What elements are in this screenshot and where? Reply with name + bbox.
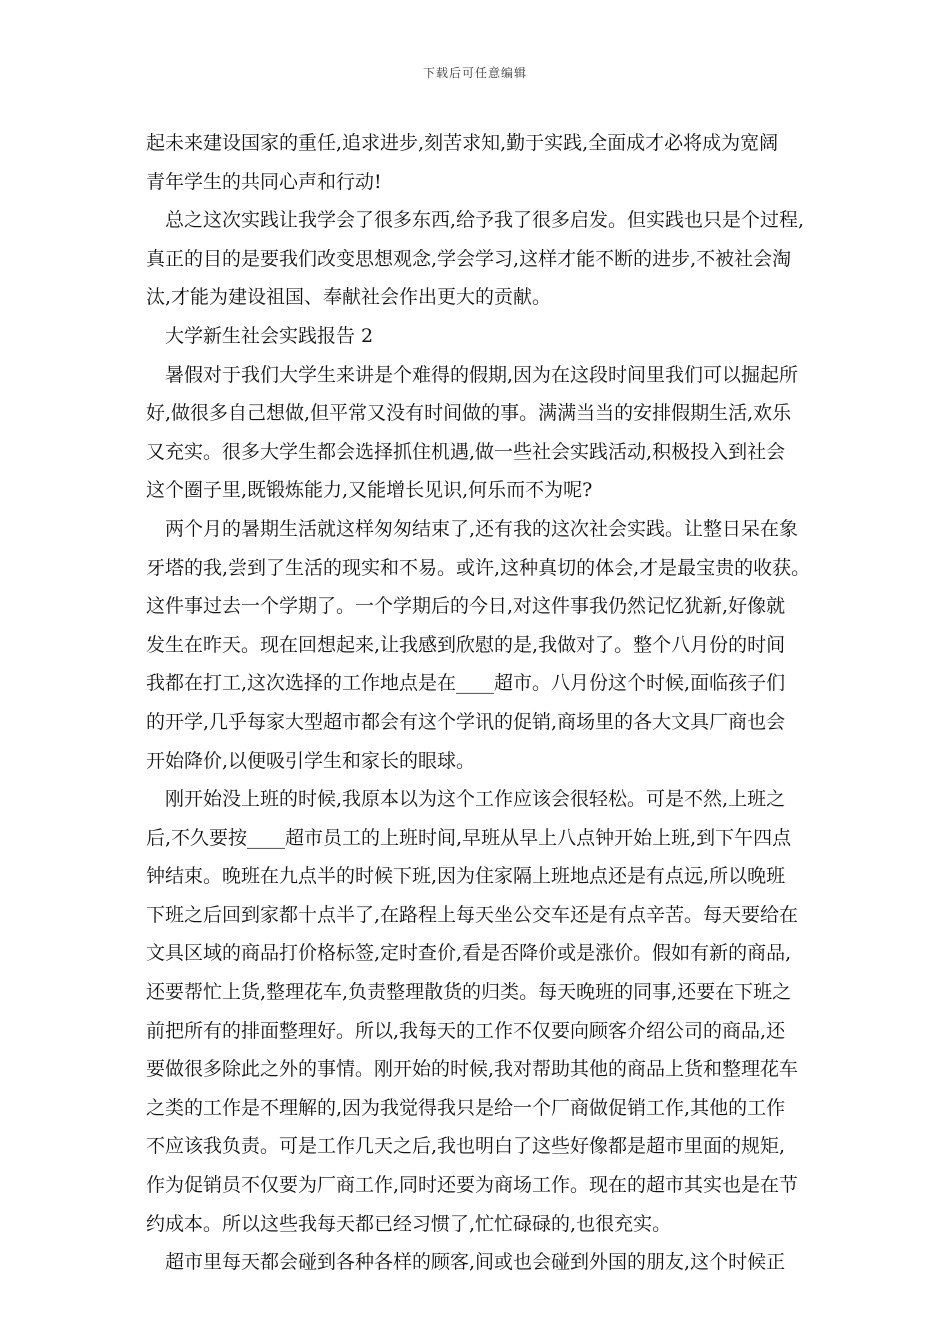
text-line: 的开学,几乎每家大型超市都会有这个学讯的促销,商场里的各大文具厂商也会 xyxy=(146,710,786,733)
text-line: 约成本。所以这些我每天都已经习惯了,忙忙碌碌的,也很充实。 xyxy=(146,1212,672,1235)
text-line: 暑假对于我们大学生来讲是个难得的假期,因为在这段时间里我们可以掘起所 xyxy=(165,363,799,386)
page-header: 下载后可任意编辑 xyxy=(422,66,527,80)
text-line: 开始降价,以便吸引学生和家长的眼球。 xyxy=(146,749,476,772)
text-line: 还要帮忙上货,整理花车,负责整理散货的归类。每天晚班的同事,还要在下班之 xyxy=(146,981,792,1004)
text-line: 文具区域的商品打价格标签,定时查价,看是否降价或是涨价。假如有新的商品, xyxy=(146,942,792,965)
document-body xyxy=(146,124,820,1282)
text-line: 要做很多除此之外的事情。刚开始的时候,我对帮助其他的商品上货和整理花车 xyxy=(146,1058,799,1081)
text-line: 之类的工作是不理解的,因为我觉得我只是给一个厂商做促销工作,其他的工作 xyxy=(146,1096,786,1119)
text-line: 又充实。很多大学生都会选择抓住机遇,做一些社会实践活动,积极投入到社会 xyxy=(146,440,786,463)
text-line: 好,做很多自己想做,但平常又没有时间做的事。满满当当的安排假期生活,欢乐 xyxy=(146,402,792,425)
text-line: 作为促销员不仅要为厂商工作,同时还要为商场工作。现在的超市其实也是在节 xyxy=(146,1174,799,1197)
text-line: 总之这次实践让我学会了很多东西,给予我了很多启发。但实践也只是个过程, xyxy=(165,209,805,232)
text-line: 刚开始没上班的时候,我原本以为这个工作应该会很轻松。可是不然,上班之 xyxy=(165,788,786,811)
text-line: 钟结束。晚班在九点半的时候下班,因为住家隔上班地点还是有点远,所以晚班 xyxy=(146,865,786,888)
text-line: 我都在打工,这次选择的工作地点是在____超市。八月份这个时候,面临孩子们 xyxy=(146,672,786,695)
text-line: 牙塔的我,尝到了生活的现实和不易。或许,这种真切的体会,才是最宝贵的收获。 xyxy=(146,556,811,579)
text-line: 真正的目的是要我们改变思想观念,学会学习,这样才能不断的进步,不被社会淘 xyxy=(146,247,792,270)
text-line: 这件事过去一个学期了。一个学期后的今日,对这件事我仍然记忆犹新,好像就 xyxy=(146,595,786,618)
text-line: 这个圈子里,既锻炼能力,又能增长见识,何乐而不为呢? xyxy=(146,479,593,502)
text-line: 起未来建设国家的重任,追求进步,刻苦求知,勤于实践,全面成才必将成为宽阔 xyxy=(146,132,779,154)
text-line: 后,不久要按____超市员工的上班时间,早班从早上八点钟开始上班,到下午四点 xyxy=(146,826,792,849)
text-line: 两个月的暑期生活就这样匆匆结束了,还有我的这次社会实践。让整日呆在象 xyxy=(165,517,799,540)
text-line: 下班之后回到家都十点半了,在路程上每天坐公交车还是有点辛苦。每天要给在 xyxy=(146,903,799,926)
text-line: 超市里每天都会碰到各种各样的顾客,间或也会碰到外国的朋友,这个时候正 xyxy=(165,1251,786,1274)
text-line: 汰,才能为建设祖国、奉献社会作出更大的贡献。 xyxy=(146,286,552,309)
text-line: 前把所有的排面整理好。所以,我每天的工作不仅要向顾客介绍公司的商品,还 xyxy=(146,1019,786,1042)
text-line: 不应该我负责。可是工作几天之后,我也明白了这些好像都是超市里面的规矩, xyxy=(146,1135,786,1158)
text-line: 发生在昨天。现在回想起来,让我感到欣慰的是,我做对了。整个八月份的时间 xyxy=(146,633,786,656)
text-line: 大学新生社会实践报告 2 xyxy=(165,324,374,347)
text-line: 青年学生的共同心声和行动! xyxy=(146,170,382,193)
